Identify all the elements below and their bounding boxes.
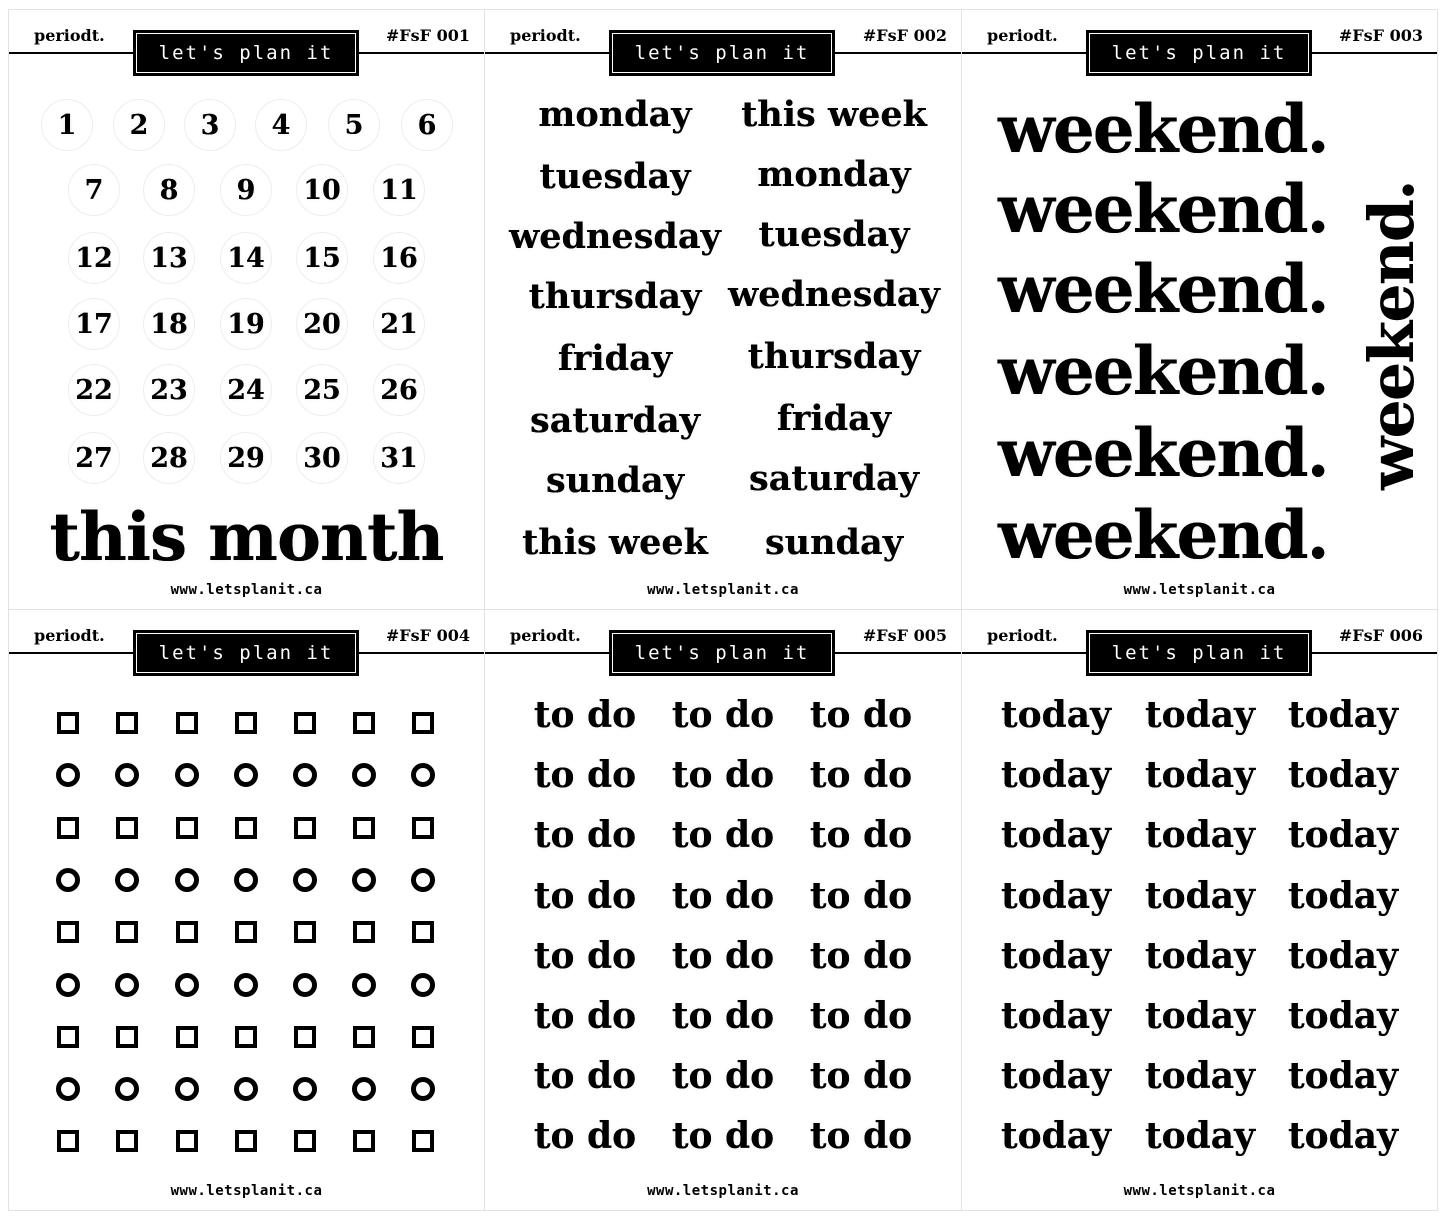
date-number: 17 [68,298,120,350]
date-number: 26 [373,364,425,416]
todo-label: to do [809,754,913,797]
checkbox-circle-icon [293,973,317,997]
checkbox-square-icon [294,1026,316,1048]
today-label: today [1287,1115,1399,1158]
sheet-005 [485,610,962,1211]
weekend-label: weekend. [998,250,1328,328]
todo-label: to do [671,694,775,736]
sheet-code: #FsF 004 [385,626,470,645]
checkbox-square-icon [57,817,79,839]
sheet-002 [485,10,962,610]
today-label: today [1000,934,1112,977]
date-number: 9 [220,164,272,216]
checkbox-square-icon [353,712,375,734]
brand-label: periodt. [987,26,1058,45]
weekday-label: sunday [764,522,904,563]
checkbox-square-icon [176,921,198,943]
date-number: 2 [113,99,165,151]
todo-label: to do [671,934,775,977]
checkbox-square-icon [294,712,316,734]
footer-url: www.letsplanit.ca [1123,1183,1276,1199]
checkbox-circle-icon [115,973,139,997]
brand-label: periodt. [510,26,581,45]
date-number: 25 [296,364,348,416]
checkbox-square-icon [294,817,316,839]
checkbox-square-icon [294,921,316,943]
footer-url: www.letsplanit.ca [1123,582,1276,598]
checkbox-square-icon [116,1026,138,1048]
today-label: today [1000,1055,1112,1098]
date-number: 4 [255,99,307,151]
today-label: today [1144,934,1256,977]
todo-label: to do [533,1055,637,1098]
date-number: 5 [328,99,380,151]
date-number: 8 [143,164,195,216]
today-label: today [1000,995,1112,1037]
today-label: today [1287,694,1399,736]
todo-label: to do [533,754,637,797]
banner-label: let's plan it [612,633,832,673]
today-label: today [1144,754,1256,797]
checkbox-square-icon [353,921,375,943]
weekday-label: friday [776,398,892,439]
date-number: 11 [373,164,425,216]
weekday-label: wednesday [728,274,940,315]
checkbox-square-icon [176,712,198,734]
todo-label: to do [533,814,637,857]
checkbox-circle-icon [175,973,199,997]
checkbox-square-icon [57,1026,79,1048]
todo-label: to do [809,874,913,917]
date-number: 28 [143,432,195,484]
todo-label: to do [671,995,775,1037]
checkbox-circle-icon [352,763,376,787]
date-number: 14 [220,232,272,284]
sheet-code: #FsF 002 [862,26,947,45]
date-number: 16 [373,232,425,284]
sheet-006 [962,610,1438,1211]
todo-label: to do [809,934,913,977]
weekend-label: weekend. [998,90,1328,168]
footer-url: www.letsplanit.ca [170,582,323,598]
weekday-label: tuesday [758,214,910,255]
date-number: 23 [143,364,195,416]
todo-label: to do [533,694,637,736]
checkbox-square-icon [235,921,257,943]
footer-url: www.letsplanit.ca [647,1183,799,1199]
checkbox-square-icon [235,1130,257,1152]
weekend-label: weekend. [998,496,1328,574]
banner-label: let's plan it [1089,633,1309,673]
todo-label: to do [671,1115,775,1158]
date-number: 29 [220,432,272,484]
today-label: today [1144,1115,1256,1158]
checkbox-circle-icon [115,763,139,787]
today-label: today [1287,1055,1399,1098]
banner-label: let's plan it [136,633,356,673]
date-number: 30 [296,432,348,484]
checkbox-circle-icon [352,1077,376,1101]
checkbox-square-icon [412,921,434,943]
weekday-label: this week [522,522,708,563]
checkbox-square-icon [57,712,79,734]
today-label: today [1287,874,1399,917]
todo-label: to do [809,694,913,736]
todo-label: to do [671,814,775,857]
sticker-sheet-grid [8,9,1438,1211]
checkbox-circle-icon [175,868,199,892]
checkbox-square-icon [353,1026,375,1048]
weekend-vertical-label: weekend. [1355,181,1428,490]
todo-label: to do [671,874,775,917]
todo-label: to do [533,995,637,1037]
todo-label: to do [809,995,913,1037]
checkbox-square-icon [176,1130,198,1152]
todo-label: to do [533,1115,637,1158]
checkbox-square-icon [353,817,375,839]
checkbox-square-icon [57,1130,79,1152]
date-number: 12 [68,232,120,284]
today-label: today [1287,754,1399,797]
banner [609,630,835,676]
footer-url: www.letsplanit.ca [170,1183,323,1199]
weekday-label: monday [757,154,911,195]
checkbox-square-icon [235,817,257,839]
today-label: today [1144,874,1256,917]
checkbox-square-icon [116,712,138,734]
checkbox-circle-icon [411,973,435,997]
banner [133,30,359,76]
checkbox-circle-icon [56,973,80,997]
checkbox-square-icon [116,921,138,943]
checkbox-circle-icon [115,1077,139,1101]
brand-label: periodt. [987,626,1058,645]
today-label: today [1144,995,1256,1037]
checkbox-square-icon [353,1130,375,1152]
todo-label: to do [809,1115,913,1158]
today-label: today [1000,694,1112,736]
today-label: today [1144,814,1256,857]
todo-label: to do [671,1055,775,1098]
weekday-label: wednesday [509,216,721,257]
checkbox-square-icon [235,1026,257,1048]
footer-url: www.letsplanit.ca [647,582,799,598]
weekday-label: monday [538,94,692,135]
sheet-004 [9,610,485,1211]
sheet-code: #FsF 003 [1338,26,1423,45]
weekday-label: saturday [530,400,700,441]
date-number: 15 [296,232,348,284]
date-number: 3 [184,99,236,151]
banner [133,630,359,676]
checkbox-square-icon [412,1130,434,1152]
todo-label: to do [533,934,637,977]
date-number: 10 [296,164,348,216]
weekday-label: tuesday [539,156,691,197]
checkbox-square-icon [57,921,79,943]
checkbox-square-icon [235,712,257,734]
banner [609,30,835,76]
date-number: 6 [401,99,453,151]
banner-label: let's plan it [1089,33,1309,73]
banner-label: let's plan it [136,33,356,73]
banner [1086,30,1312,76]
todo-label: to do [671,754,775,797]
today-label: today [1287,995,1399,1037]
checkbox-circle-icon [411,868,435,892]
date-number: 20 [296,298,348,350]
checkbox-circle-icon [175,763,199,787]
weekday-label: saturday [749,458,919,499]
checkbox-circle-icon [56,1077,80,1101]
today-label: today [1000,814,1112,857]
checkbox-square-icon [116,817,138,839]
date-number: 7 [68,164,120,216]
this-month-label: this month [49,498,444,576]
weekday-label: sunday [545,460,685,501]
sheet-001 [9,10,485,610]
todo-label: to do [809,814,913,857]
date-number: 22 [68,364,120,416]
today-label: today [1144,1055,1256,1098]
checkbox-circle-icon [293,868,317,892]
date-number: 21 [373,298,425,350]
checkbox-circle-icon [411,1077,435,1101]
checkbox-circle-icon [411,763,435,787]
banner-label: let's plan it [612,33,832,73]
weekday-label: this week [741,94,927,135]
date-number: 13 [143,232,195,284]
date-number: 1 [41,99,93,151]
checkbox-circle-icon [56,763,80,787]
date-number: 27 [68,432,120,484]
checkbox-circle-icon [56,868,80,892]
today-label: today [1000,874,1112,917]
checkbox-square-icon [176,817,198,839]
today-label: today [1287,934,1399,977]
today-label: today [1000,754,1112,797]
checkbox-circle-icon [293,1077,317,1101]
weekday-label: thursday [747,336,921,377]
checkbox-circle-icon [175,1077,199,1101]
sheet-code: #FsF 001 [385,26,470,45]
weekend-label: weekend. [998,414,1328,492]
checkbox-square-icon [412,817,434,839]
date-number: 24 [220,364,272,416]
date-number: 18 [143,298,195,350]
banner [1086,630,1312,676]
sheet-code: #FsF 006 [1338,626,1423,645]
today-label: today [1144,694,1256,736]
checkbox-circle-icon [234,763,258,787]
checkbox-circle-icon [234,1077,258,1101]
date-number: 19 [220,298,272,350]
todo-label: to do [533,874,637,917]
checkbox-square-icon [116,1130,138,1152]
weekday-label: thursday [528,276,702,317]
todo-label: to do [809,1055,913,1098]
checkbox-square-icon [294,1130,316,1152]
checkbox-circle-icon [234,868,258,892]
checkbox-circle-icon [293,763,317,787]
brand-label: periodt. [510,626,581,645]
date-number: 31 [373,432,425,484]
sheet-code: #FsF 005 [862,626,947,645]
weekend-label: weekend. [998,170,1328,248]
weekend-label: weekend. [998,332,1328,410]
checkbox-circle-icon [352,973,376,997]
checkbox-square-icon [412,1026,434,1048]
sheet-003 [962,10,1438,610]
checkbox-square-icon [412,712,434,734]
checkbox-square-icon [176,1026,198,1048]
weekday-label: friday [557,338,673,379]
brand-label: periodt. [34,26,105,45]
checkbox-circle-icon [352,868,376,892]
checkbox-circle-icon [234,973,258,997]
checkbox-circle-icon [115,868,139,892]
today-label: today [1287,814,1399,857]
today-label: today [1000,1115,1112,1158]
brand-label: periodt. [34,626,105,645]
